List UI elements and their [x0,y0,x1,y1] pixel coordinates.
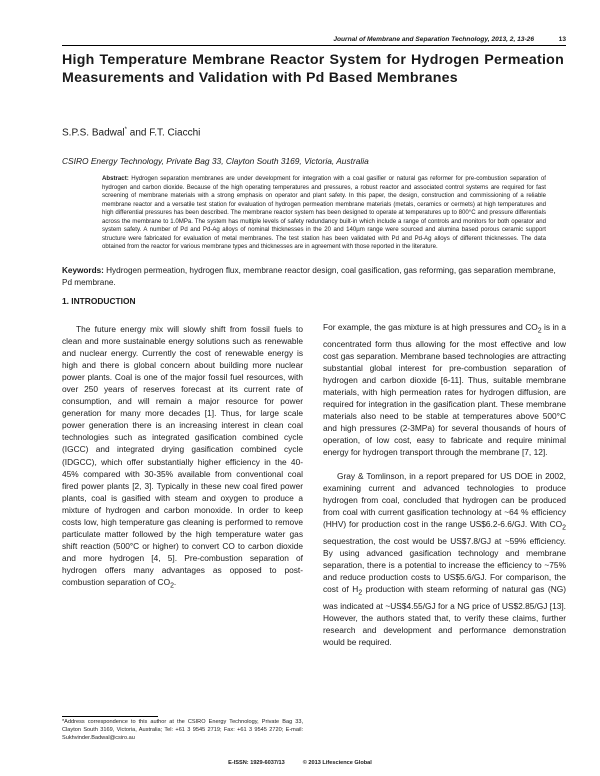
affiliation: CSIRO Energy Technology, Private Bag 33, Clayton South 3169, Victoria, Australia [62,156,369,166]
paragraph-text: . [173,576,177,587]
paragraph [62,323,303,593]
copyright: © 2013 Lifescience Global [302,760,372,766]
paragraph-text: The future energy mix will slowly shift from fossil fuels to clean and more sustainable energy solutions such as renewable and nuclear energy. Currently the cost of renewable energy is high and there is global concern about building more nuclear power plants. Coal is one of the major fossil fuel resources, with over 250 years of reserves forecast at its current rate of consumption, and will remain a major resource for power generation for many more decades [1]. Thus, for large scale power generation there is an increasing interest in clean coal technologies such as integrated gasification combined cycle (IGCC) and integrated drying gasification combined cycle (IDGCC), which offer substantially higher efficiency in the 40-45% compared with 30-35% available from conventional coal fired power plants [2, 3]. Typically in these new coal fired power plants, coal is gasified with steam and oxygen to produce a mixture of hydrogen and carbon monoxide. In order to keep costs low, high temperature gas cleaning is performed to remove particulate matter followed by the high temperature water gas shift reaction (500°C or higher) to convert CO to carbon dioxide and more hydrogen [4, 5]. Pre-combustion separation of hydrogen offers many advantages as opposed to post-combustion separation of CO [62,324,303,587]
correspondence-footnote: *Address correspondence to this author at the CSIRO Energy Technology, Private Bag 33, Clayton South 3169, Victoria, Australia; Tel: +61 3 9545 2719; Fax: +61 3 9545 2720; E-mail: Sukhvinder.Badwal@csiro.au [62,719,303,741]
corresponding-mark: * [124,127,127,133]
header-rule [62,45,566,46]
paragraph-text: Gray & Tomlinson, in a report prepared for US DOE in 2002, examining current and advanced technologies to produce hydrogen from coal, concluded that hydrogen can be produced from coal with current gasification technology at ~64 % efficiency (HHV) for production cost in the range US$6.2-6.6/GJ. With CO [323,471,566,530]
left-column [62,323,303,593]
paragraph-text: production with steam reforming of natural gas (NG) was indicated at ~US$4.55/GJ for a NG price of US$2.85/GJ [13]. However, the authors stated that, to verify these claims, further research and development and performance demonstration would be required. [323,584,566,648]
author-name: and F.T. Ciacchi [126,127,201,139]
paper-title: High Temperature Membrane Reactor System for Hydrogen Permeation Measurements and Validation with Pd Based Membranes [62,52,564,86]
page-footer [0,760,600,766]
paragraph-text: sequestration, the cost would be US$7.8/GJ at ~59% efficiency. By using advanced gasification technology and membrane separation, there is a potential to increase the efficiency to ~75% and reduce production costs to US$5.6/GJ. For comparison, the cost of H [323,536,566,595]
right-column [323,321,566,648]
author-list [62,127,200,138]
page-number: 13 [558,36,566,43]
abstract [102,175,546,252]
paragraph-text: For example, the gas mixture is at high pressures and CO [323,322,538,332]
journal-citation: Journal of Membrane and Separation Technology, 2013, 2, 13-26 [333,36,534,43]
footnote-rule [62,716,158,717]
abstract-label: Abstract: [102,175,129,182]
subscript: 2 [537,327,542,335]
subscript: 2 [170,582,174,590]
keywords [62,265,566,288]
abstract-text: Hydrogen separation membranes are under development for integration with a coal gasifier or natural gas reformer for pre-combustion separation of hydrogen and carbon dioxide. Because of the high operating temperatures and pressures, a robust reactor and associated control systems are required for fast screening of membrane materials with a strong emphasis on operator and plant safety. In this paper, the design, construction and commissioning of a reliable membrane reactor and a versatile test station for evaluation of hydrogen permeation membrane materials (metals, ceramics or cermets) at high temperatures and high differential pressures has been described. The membrane reactor system has been designed to operate at temperatures up to 800°C and pressure differentials across the membrane to 1.0MPa. The system has multiple levels of safety redundancy built-in which include a range of controls and monitors for both operator and system safety. A number of Pd and Pd-Ag alloys of nominal thicknesses in the 20 and 140µm range were sourced and alumina based porous ceramic support structure were fabricated for evaluation of metal membranes. The test station has been validated with Pd and Pd-Ag alloys of different thicknesses. The data obtained from the reactor for various membrane types and thicknesses are in agreement with those reported in the literature. [102,175,546,251]
paragraph-text: is in a concentrated form thus allowing for the most effective and low cost gas separation. Membrane based technologies are attracting substantial global interest for pre-combustion separation of hydrogen and carbon dioxide [6-11]. Thus, suitable membrane materials, with high permeation rates for hydrogen diffusion, are required for integration in the gasification plant. These membrane materials also need to be stable at temperatures above 500°C and high pressures (2-3MPa) for several thousands of hours of operation, of low cost, easy to fabricate and require minimal energy for hydrogen transport through the membrane [7, 12]. [323,322,566,458]
keywords-text: Hydrogen permeation, hydrogen flux, membrane reactor design, coal gasification, gas reforming, gas separation membrane, Pd membrane. [62,266,556,287]
author-name: S.P.S. Badwal [62,127,125,139]
subscript: 2 [358,589,363,597]
section-heading: 1. INTRODUCTION [62,296,136,306]
issn: E-ISSN: 1929-6037/13 [228,760,285,766]
paragraph [323,470,566,648]
paragraph [323,321,566,458]
keywords-label: Keywords: [62,266,104,275]
subscript: 2 [562,525,566,533]
